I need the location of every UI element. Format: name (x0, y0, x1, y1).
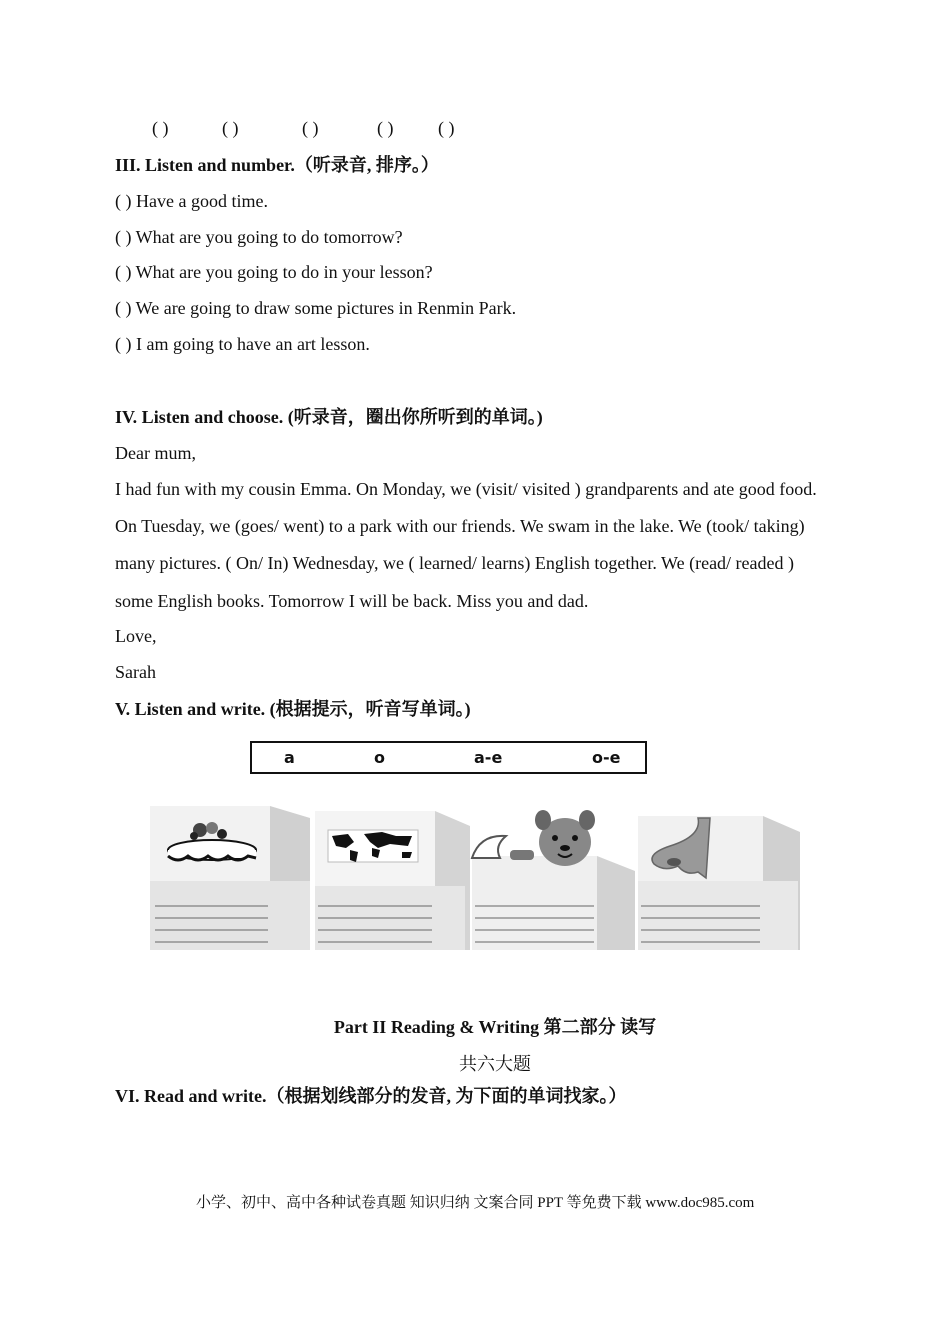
letter-signature: Sarah (115, 662, 156, 682)
card-map (315, 811, 470, 950)
sound-label: a-e (474, 748, 503, 767)
list-item: ( ) We are going to draw some pictures in Renmin Park. (115, 298, 517, 318)
letter-line: On Tuesday, we (goes/ went) to a park with our friends. We swam in the lake. We (took/ taking) (115, 516, 805, 536)
sound-label: a (284, 748, 295, 767)
phonics-sound-box (250, 741, 647, 774)
answer-paren[interactable]: ( ) (222, 118, 239, 138)
letter-line: some English books. Tomorrow I will be back. Miss you and dad. (115, 591, 589, 611)
card-cake (150, 806, 310, 950)
card-dog (472, 810, 635, 950)
part2-title: Part II Reading & Writing 第二部分 读写 (333, 1017, 657, 1037)
sound-label: o (374, 748, 385, 767)
map-icon (328, 830, 418, 862)
list-item: ( ) Have a good time. (115, 191, 268, 211)
card-nose (638, 816, 800, 950)
section3-title: III. Listen and number.（听录音, 排序。） (115, 155, 439, 175)
list-item: ( ) I am going to have an art lesson. (115, 334, 370, 354)
answer-paren[interactable]: ( ) (377, 118, 394, 138)
part2-subtitle: 共六大题 (459, 1054, 531, 1074)
answer-paren[interactable]: ( ) (152, 118, 169, 138)
answer-paren[interactable]: ( ) (438, 118, 455, 138)
letter-greeting: Dear mum, (115, 443, 196, 463)
sound-label: o-e (592, 748, 621, 767)
list-item: ( ) What are you going to do tomorrow? (115, 227, 403, 247)
section4-title: IV. Listen and choose. (听录音，圈出你所听到的单词。) (115, 407, 543, 427)
page-footer: 小学、初中、高中各种试卷真题 知识归纳 文案合同 PPT 等免费下载 www.doc985.com (196, 1195, 755, 1211)
letter-line: many pictures. ( On/ In) Wednesday, we ( learned/ learns) English together. We (read/ readed ) (115, 553, 795, 573)
answer-paren[interactable]: ( ) (302, 118, 319, 138)
letter-closing: Love, (115, 626, 157, 646)
picture-writing-cards (150, 806, 802, 952)
list-item: ( ) What are you going to do in your lesson? (115, 262, 433, 282)
section6-title: VI. Read and write.（根据划线部分的发音, 为下面的单词找家。） (115, 1086, 627, 1106)
letter-line: I had fun with my cousin Emma. On Monday, we (visit/ visited ) grandparents and ate good food. (115, 479, 817, 499)
section5-title: V. Listen and write. (根据提示，听音写单词。) (115, 699, 471, 719)
dog-icon (472, 810, 595, 866)
